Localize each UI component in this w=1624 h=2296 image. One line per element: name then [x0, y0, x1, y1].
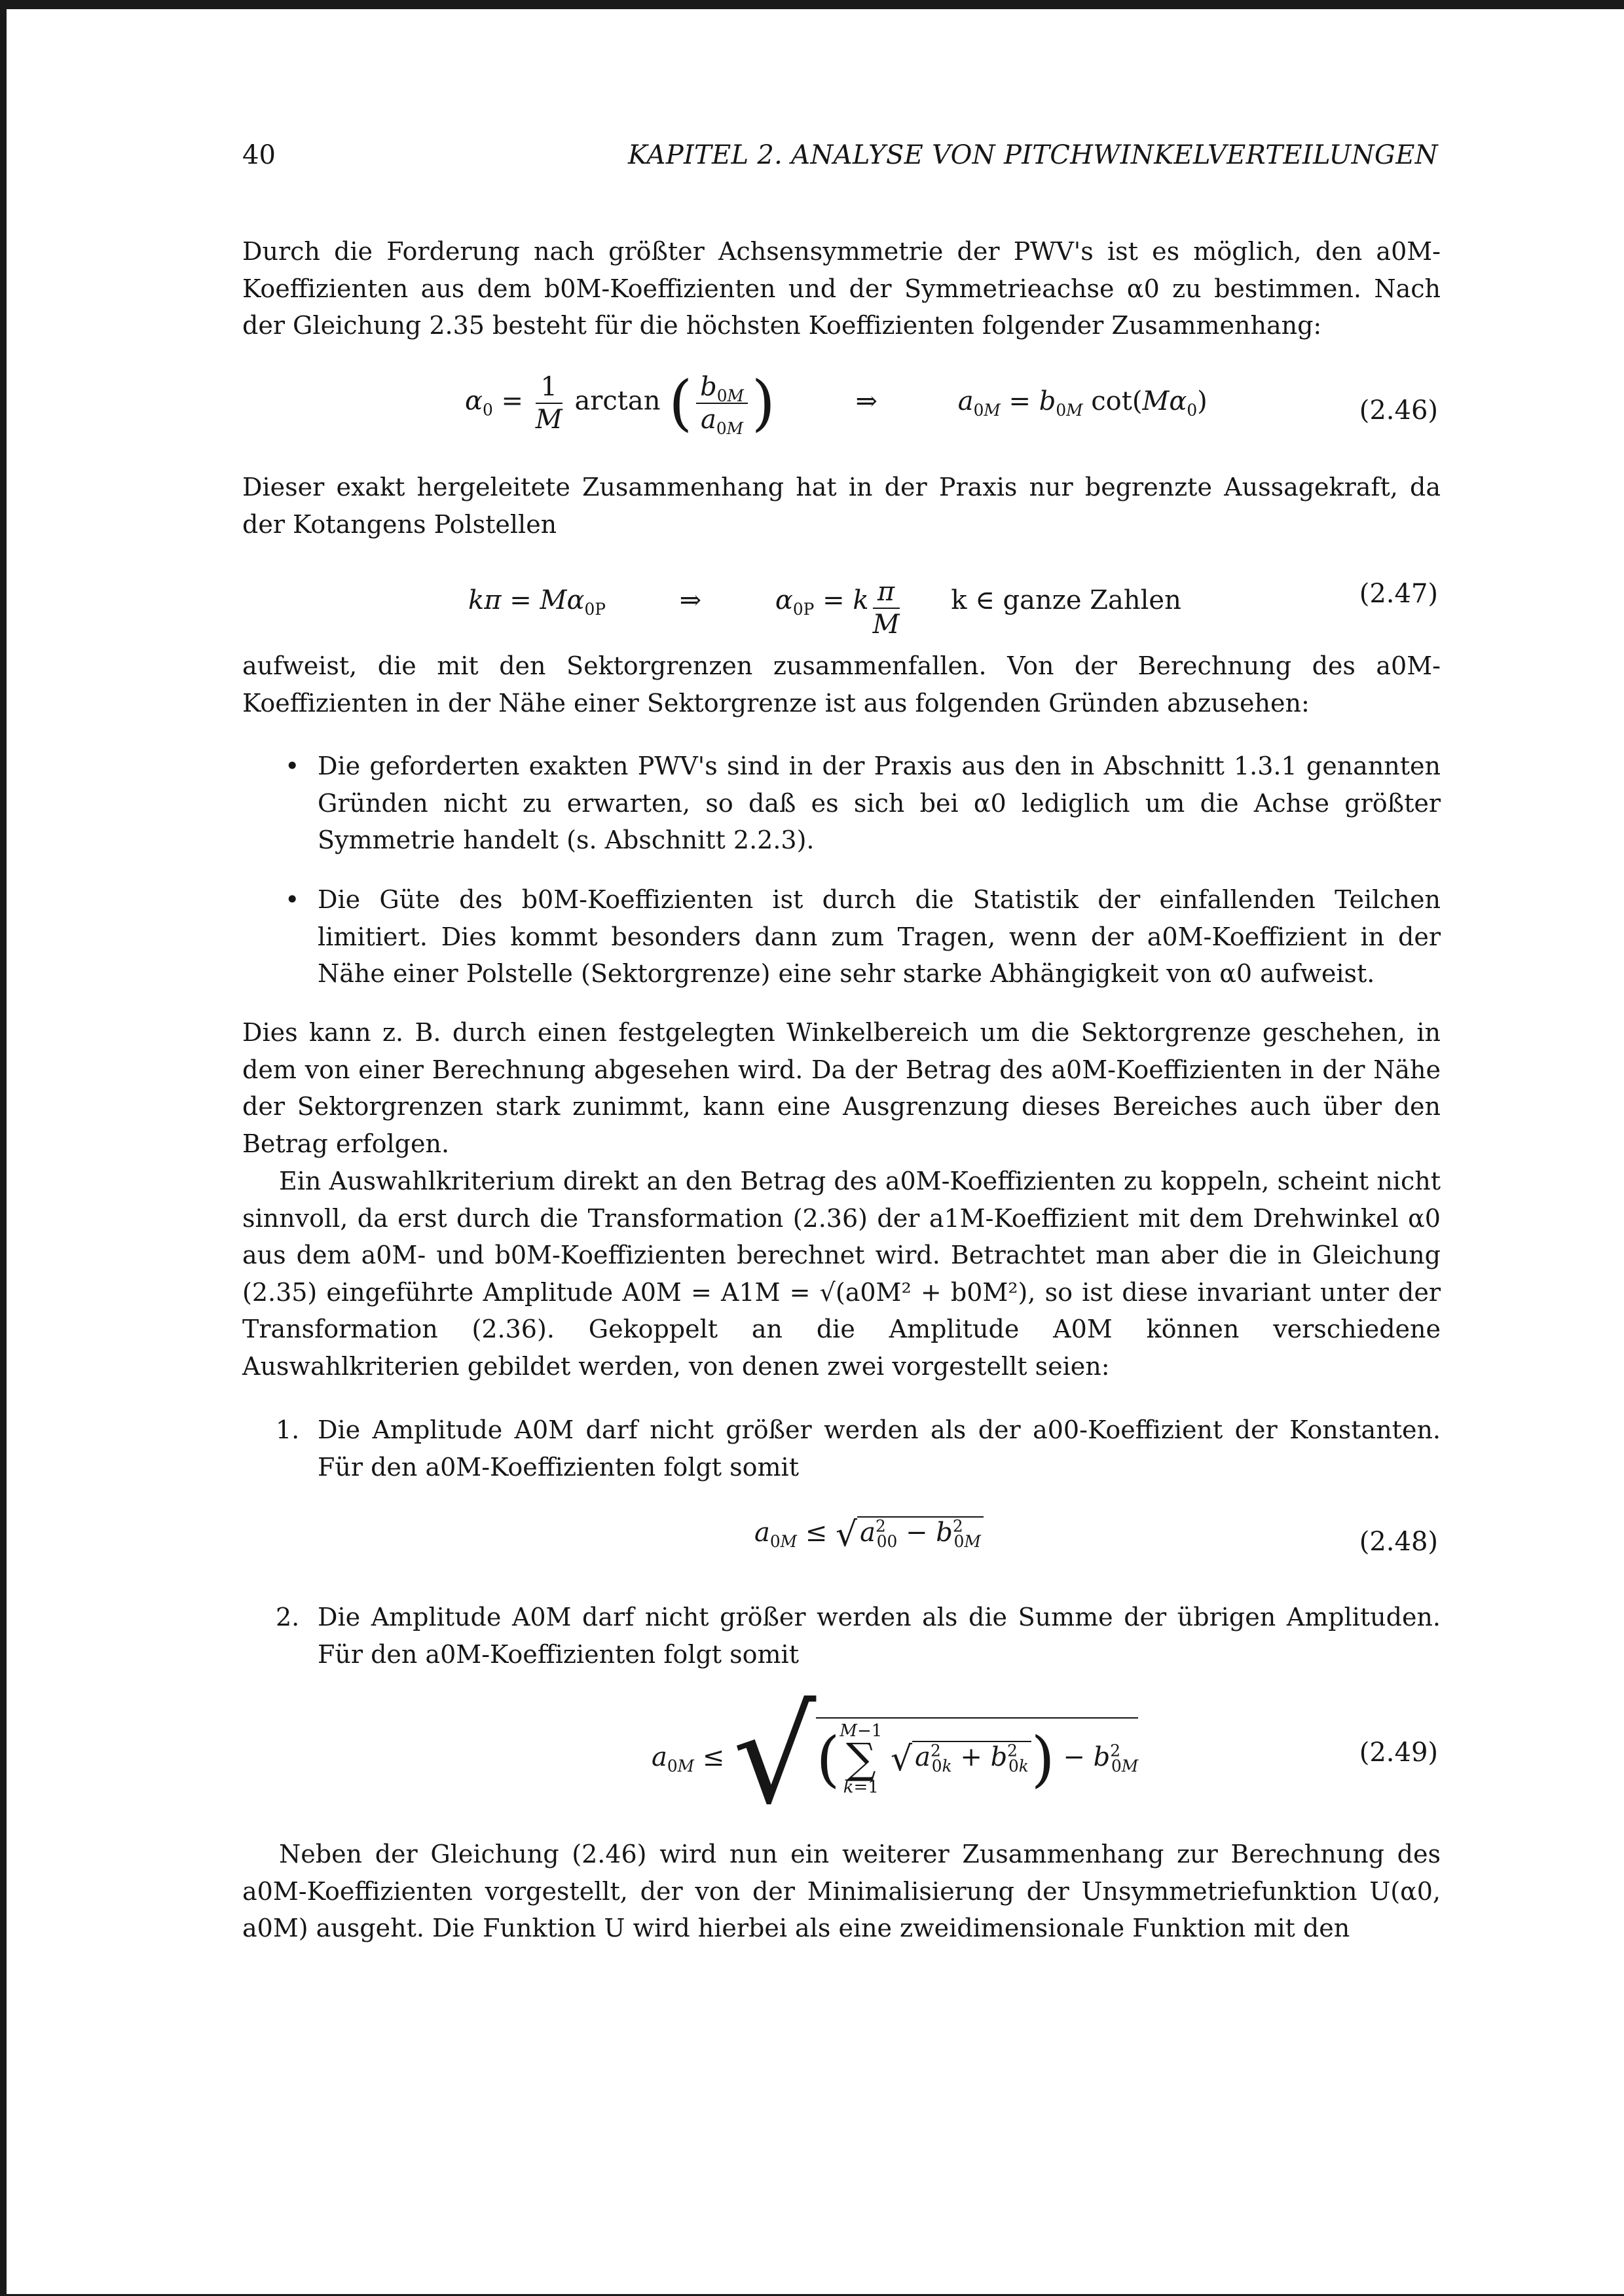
- document-page: [7, 9, 1624, 2294]
- equation-number-2-46: (2.46): [1359, 395, 1438, 426]
- equation-number-2-48: (2.48): [1359, 1527, 1438, 1557]
- equation-number-2-47: (2.47): [1359, 579, 1438, 609]
- paragraph-5: Ein Auswahlkriterium direkt an den Betrag des a0M-Koeffizienten zu koppeln, scheint nicht sinnvoll, da erst durch die Transformation (2.36) der a1M-Koeffizient mit dem Drehwinkel α0 aus dem a0M- und b0M-Koeffizienten berechnet wird. Betrachtet man aber die in Gleichung (2.35) eingeführte Amplitude A0M = A1M = √(a0M² + b0M²), so ist diese invariant unter der Transformation (2.36). Gekoppelt an die Amplitude A0M können verschiedene Auswahlkriterien gebildet werden, von denen zwei vorgestellt seien:: [242, 1167, 1441, 1381]
- equation-2-48: $a_{0M}$ ≤ √ $a^2_{00} - b^2_{0M}$: [754, 1515, 984, 1554]
- equation-2-46: $\alpha_0$ = $\frac{1}{M}$ arctan ( $\frac{b_{0M}}{a_{0M}}$ ) ⇒ $a_{0M} = b_{0M}$ $\cot(M\alpha_0)$: [465, 368, 1208, 438]
- paragraph-2: Dieser exakt hergeleitete Zusammenhang hat in der Praxis nur begrenzte Aussagekraft, da der Kotangens Polstellen: [242, 473, 1441, 539]
- equation-number-2-49: (2.49): [1359, 1738, 1438, 1768]
- bullet-item-2: • Die Güte des b0M-Koeffizienten ist durch die Statistik der einfallenden Teilchen limitiert. Dies kommt besonders dann zum Tragen, wenn der a0M-Koeffizient in der Nähe einer Polstelle (Sektorgrenze) eine sehr starke Abhängigkeit von α0 aufweist.: [318, 881, 1441, 993]
- bullet-dot: •: [285, 752, 300, 780]
- paragraph-1: Durch die Forderung nach größter Achsensymmetrie der PWV's ist es möglich, den a0M-Koeffizienten aus dem b0M-Koeffizienten und der Symmetrieachse α0 zu bestimmen. Nach der Gleichung 2.35 besteht für die höchsten Koeffizienten folgender Zusammenhang:: [242, 237, 1441, 340]
- paragraph-6: Neben der Gleichung (2.46) wird nun ein weiterer Zusammenhang zur Berechnung des a0M-Koeffizienten vorgestellt, der von der Minimalisierung der Unsymmetriefunktion U(α0, a0M) ausgeht. Die Funktion U wird hierbei als eine zweidimensionale Funktion mit den: [242, 1840, 1441, 1942]
- equation-2-49: $a_{0M} \le √(M-1$ ∑ k=1 √ $a^2_{0k} + b^2_{0k}) - b^2_{0M}$: [652, 1681, 1139, 1833]
- page-number: 40: [242, 140, 276, 170]
- numbered-item-1: 1. Die Amplitude A0M darf nicht größer werden als der a00-Koeffizient der Konstanten. Für den a0M-Koeffizienten folgt somit: [276, 1415, 1441, 1482]
- paragraph-3: aufweist, die mit den Sektorgrenzen zusammenfallen. Von der Berechnung des a0M-Koeffizienten in der Nähe einer Sektorgrenze ist aus folgenden Gründen abzusehen:: [242, 651, 1441, 718]
- running-title: KAPITEL 2. ANALYSE VON PITCHWINKELVERTEILUNGEN: [627, 140, 1438, 170]
- bullet-item-1: • Die geforderten exakten PWV's sind in der Praxis aus den in Abschnitt 1.3.1 genannten Gründen nicht zu erwarten, so daß es sich bei α0 lediglich um die Achse größter Symmetrie handelt (s. Abschnitt 2.2.3).: [318, 748, 1441, 859]
- bullet-dot: •: [285, 885, 300, 914]
- numbered-item-2: 2. Die Amplitude A0M darf nicht größer werden als die Summe der übrigen Amplituden. Für den a0M-Koeffizienten folgt somit: [276, 1603, 1441, 1669]
- equation-2-47: $k\pi = M\alpha_{0P}$ ⇒ $\alpha_{0P} = k$ $\frac{\pi}{M}$ k ∈ ganze Zahlen: [468, 577, 1181, 640]
- paragraph-4: Dies kann z. B. durch einen festgelegten Winkelbereich um die Sektorgrenze geschehen, in dem von einer Berechnung abgesehen wird. Da der Betrag des a0M-Koeffizienten in der Nähe der Sektorgrenzen stark zunimmt, kann eine Ausgrenzung dieses Bereiches auch über den Betrag erfolgen.: [242, 1018, 1441, 1158]
